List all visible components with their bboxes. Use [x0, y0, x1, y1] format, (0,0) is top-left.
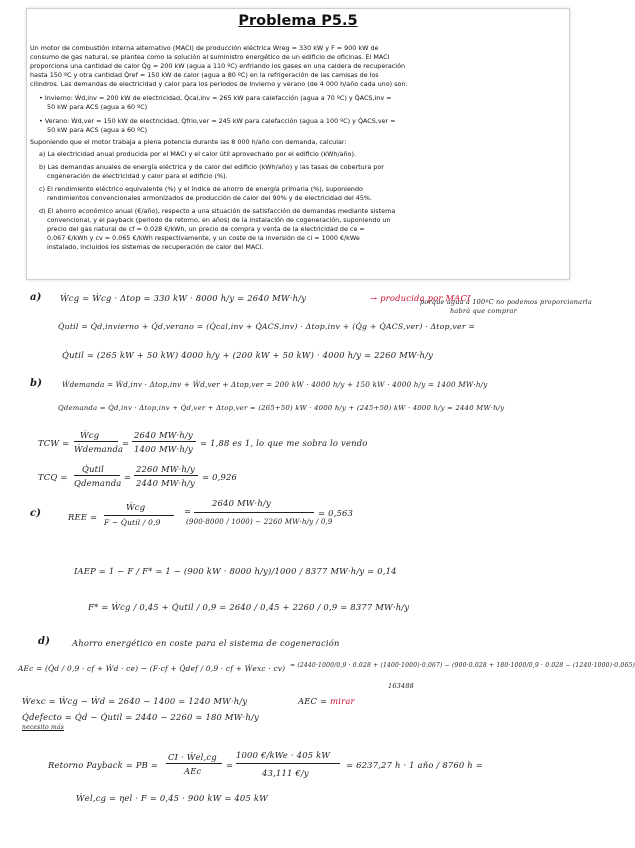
- tcw-denominator: Ẇdemanda: [74, 444, 124, 454]
- heat-deficit-eq: Q̇defecto = Q̇d − Q̇util = 2440 − 2260 = 180 MW·h/y: [22, 712, 259, 722]
- bullet-text: Verano: Ẇd,ver = 150 kW de electricidad, Q̇frio,ver = 245 kW para calefacción (agua a 100 ºC) y Q̇ACS,ver =: [44, 117, 396, 125]
- tcq-denominator-value: 2440 MW·h/y: [136, 478, 195, 488]
- problem-intro: Suponiendo que el motor trabaja a plena potencia durante las 8 000 h/año con demanda, calcular:: [30, 138, 347, 146]
- tcq-label: TCQ =: [38, 472, 68, 482]
- aec-check: [298, 696, 355, 706]
- ree-denominator: F − Q̇util / 0,9: [104, 518, 161, 527]
- ree-label: REE =: [68, 512, 98, 522]
- aec-sum: 163488: [388, 682, 415, 690]
- item-b-cont: cogeneración de electricidad y calor para el edificio (%).: [47, 172, 228, 180]
- electric-demand-eq: Ẇdemanda = Ẇd,inv · Δtop,inv + Ẇd,ver + Δtop,ver = 200 kW · 4000 h/y + 150 kW · 4000 h/y = 1400 MW·h/y: [62, 380, 488, 389]
- fraction-bar: [134, 475, 198, 476]
- problem-line: hasta 150 ºC y otra cantidad Q̇ref = 150 kW de calor (agua a 80 ºC) en la refrigeración de las camisas de los: [30, 71, 379, 79]
- problem-title: Problema P5.5: [238, 13, 358, 29]
- note-water-100: porque agua a 100ºC no podemos proporcionarla: [420, 298, 592, 306]
- aec-formula: AEc = (Q̇d / 0,9 · cf + Ẇd · ce) − (F·cf + Q̇def / 0,9 · cf + Ẇexc · cv): [18, 664, 286, 673]
- fstar-eq: F* = Ẇcg / 0,45 + Q̇util / 0,9 = 2640 / 0,45 + 2260 / 0,9 = 8377 MW·h/y: [88, 602, 410, 612]
- bullet-text: Invierno: Ẇd,inv = 200 kW de electricidad, Q̇cal,inv = 265 kW para calefacción (agua a 70 ºC) y Q̇ACS,inv =: [44, 94, 392, 102]
- problem-line: cilindros. Las demandas de electricidad y calor para los periodos de invierno y verano (de 4 000 h/año cada uno) son:: [30, 80, 408, 88]
- payback-result: = 6237,27 h · 1 año / 8760 h =: [346, 760, 483, 770]
- tcq-numerator: Q̇util: [82, 464, 104, 474]
- tcw-numerator: Ẇcg: [80, 430, 100, 440]
- electricity-produced-eq: Ẇcg = Ẇcg · Δtop = 330 kW · 8000 h/y = 2640 MW·h/y: [60, 293, 307, 303]
- payback-label: Retorno Payback = PB =: [48, 760, 159, 770]
- tcq-numerator-value: 2260 MW·h/y: [136, 464, 195, 474]
- fraction-bar: [104, 515, 174, 516]
- heat-demand-eq: Qdemanda = Q̇d,inv · Δtop,inv + Q̇d,ver + Δtop,ver = (265+50) kW · 4000 h/y + (245+50) kW · 4000 h/y = 2440 MW·h/y: [58, 404, 505, 412]
- useful-heat-calc: Q̇util = (265 kW + 50 kW) 4000 h/y + (200 kW + 50 kW) · 4000 h/y = 2260 MW·h/y: [62, 350, 434, 360]
- item-d-cont: 0.067 €/kWh y cv = 0.065 €/kWh respectivamente, y un coste de la inversión de ci = 1000 €/kWe: [47, 234, 360, 242]
- tcw-numerator-value: 2640 MW·h/y: [134, 430, 193, 440]
- item-d-cont: convencional, y el payback (periodo de retorno, en años) de la instalación de cogeneración, suponiendo un: [47, 216, 391, 224]
- tcq-result: = 0,926: [202, 472, 238, 482]
- part-d-label: d): [38, 636, 51, 647]
- part-a-label: a): [30, 292, 42, 303]
- useful-heat-eq: Q̇util = Q̇d,invierno + Q̇d,verano = (Q̇cal,inv + Q̇ACS,inv) · Δtop,inv + (Q̇g + Q̇ACS,ver) · Δtop,ver =: [58, 322, 476, 331]
- fraction-bar: [74, 441, 118, 442]
- bullet-text: 50 kW para ACS (agua a 60 ºC): [47, 126, 148, 134]
- problem-line: proporciona una cantidad de calor Q̇g = 200 kW (agua a 110 ºC) enfriando los gases en una caldera de recuperación: [30, 62, 406, 70]
- item-d-cont: precio del gas natural de cf = 0.028 €/kWh, un precio de compra y venta de la electricidad de ce =: [47, 225, 365, 233]
- part-c-label: c): [30, 508, 42, 519]
- aec-check-label: AEC =: [298, 696, 328, 706]
- payback-num-value: 1000 €/kWe · 405 kW: [236, 750, 331, 760]
- excess-electricity-eq: Ẇexc = Ẇcg − Ẇd = 2640 − 1400 = 1240 MW·h/y: [22, 696, 248, 706]
- note-must-buy: habrá que comprar: [450, 307, 517, 315]
- iaep-eq: IAEP = 1 − F / F* = 1 − (900 kW · 8000 h/y)/1000 / 8377 MW·h/y = 0,14: [74, 566, 397, 576]
- part-d-title: Ahorro energético en coste para el sistema de cogeneración: [72, 638, 340, 648]
- tcq-denominator: Qdemanda: [74, 478, 122, 488]
- electric-power-eq: Ẇel,cg = ηel · F = 0,45 · 900 kW = 405 kW: [76, 793, 268, 803]
- item-d: d) El ahorro económico anual (€/año), respecto a una situación de satisfacción de demandas mediante sistema: [39, 207, 396, 215]
- aec-check-note: mirar: [330, 696, 355, 706]
- tcw-result: = 1,88 es 1, lo que me sobra lo vendo: [200, 438, 368, 448]
- problem-line: consumo de gas natural, se plantea como la solución al suministro energético de un edificio de oficinas. El MACI: [30, 53, 390, 61]
- problem-statement: [26, 8, 570, 280]
- item-b: b) Las demandas anuales de energía eléctrica y de calor del edificio (kWh/año) y las tasas de cobertura por: [39, 163, 384, 171]
- bullet-winter: • Invierno: Ẇd,inv = 200 kW de electricidad, Q̇cal,inv = 265 kW para calefacción (agua a 70 ºC) y Q̇ACS,inv =: [39, 94, 392, 102]
- bullet-text: 50 kW para ACS (agua a 60 ºC): [47, 103, 148, 111]
- aec-calculation: = (2440·1000/0,9 · 0.028 + (1400·1000)·0.067) − (900·0.028 + 180·1000/0,9 · 0.028 − (1240·1000)·0.065): [290, 662, 635, 669]
- ree-numerator: Ẇcg: [126, 502, 146, 512]
- fraction-bar: [74, 475, 120, 476]
- payback-den-value: 43,111 €/y: [262, 768, 309, 778]
- bullet-summer: • Verano: Ẇd,ver = 150 kW de electricidad, Q̇frio,ver = 245 kW para calefacción (agua a 100 ºC) y Q̇ACS,ver =: [39, 117, 396, 125]
- tcw-label: TCW =: [38, 438, 70, 448]
- note-produced-by-maci: → producida por MACI: [370, 293, 471, 303]
- payback-numerator: CI · Ẇel,cg: [168, 752, 217, 762]
- ree-numerator-value: 2640 MW·h/y: [212, 498, 271, 508]
- fraction-bar: [194, 512, 314, 513]
- part-b-label: b): [30, 378, 43, 389]
- fraction-bar: [166, 763, 222, 764]
- fraction-bar: [132, 441, 196, 442]
- item-c: c) El rendimiento eléctrico equivalente (%) y el índice de ahorro de energía primaria (%), suponiendo: [39, 185, 363, 193]
- ree-denominator-value: (900·8000 / 1000) − 2260 MW·h/y / 0,9: [186, 518, 333, 526]
- fraction-bar: [236, 763, 340, 764]
- payback-denominator: AEc: [184, 766, 202, 776]
- tcw-denominator-value: 1400 MW·h/y: [134, 444, 193, 454]
- item-c-cont: rendimientos convencionales armonizados de producción de calor del 90% y de electricidad del 45%.: [47, 194, 372, 202]
- item-a: a) La electricidad anual producida por el MACI y el calor útil aprovechado por el edificio (kWh/año).: [39, 150, 356, 158]
- heat-deficit-note: necesito más: [22, 724, 65, 731]
- problem-line: Un motor de combustión interna alternativo (MACI) de producción eléctrica Ẇreg = 330 kW y F = 900 kW de: [30, 44, 379, 52]
- item-d-cont: instalado, incluidos los sistemas de recuperación de calor del MACI.: [47, 243, 264, 251]
- ree-result: = 0,563: [318, 508, 354, 518]
